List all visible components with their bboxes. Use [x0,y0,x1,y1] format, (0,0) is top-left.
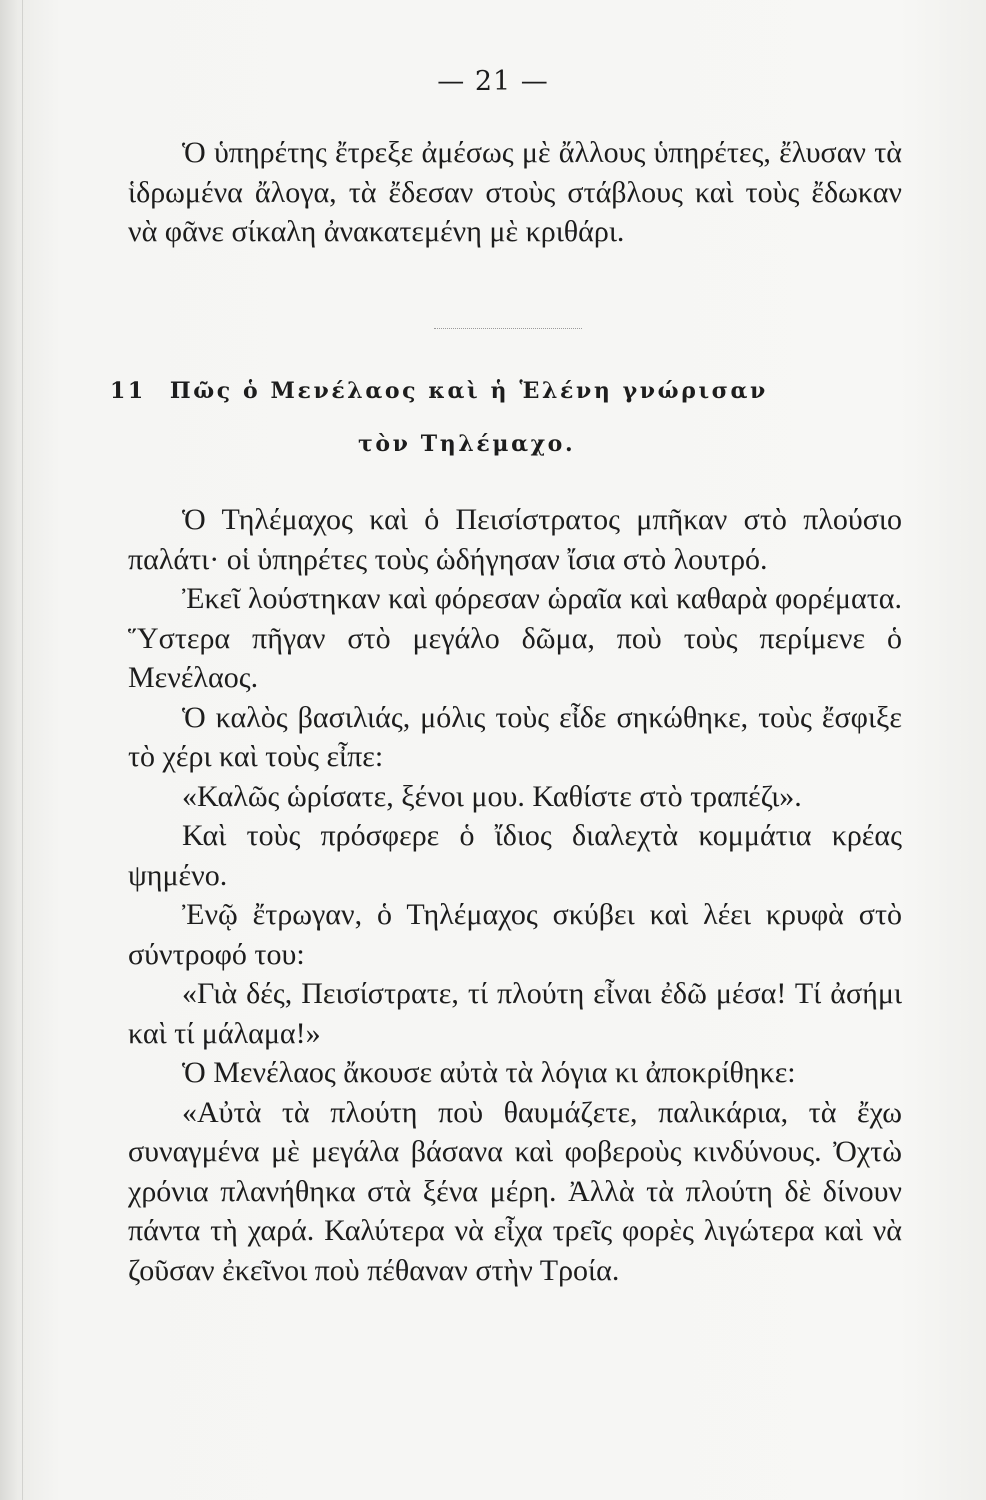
intro-text [128,133,902,252]
paragraph: «Αὐτὰ τὰ πλούτη ποὺ θαυμάζετε, παλικάρια, τὰ ἔχω συναγμένα μὲ μεγάλα βάσανα καὶ φοβεροὺς κινδύνους. Ὀχτὼ χρόνια πλανήθηκα στὰ ξένα μέρη. Ἀλλὰ τὰ πλούτη δὲ δίνουν πάντα τὴ χαρά. Καλύτερα νὰ εἶχα τρεῖς φορὲς λιγώτερα καὶ νὰ ζοῦσαν ἐκεῖνοι ποὺ πέθαναν στὴν Τροία. [128,1095,902,1287]
section-heading [110,378,910,404]
paragraph: Ὁ Μενέλαος ἄκουσε αὐτὰ τὰ λόγια κι ἀποκρίθηκε: [182,1056,796,1089]
paragraph: Ἐνῷ ἔτρωγαν, ὁ Τηλέμαχος σκύβει καὶ λέει κρυφὰ στὸ σύντροφό του: [128,898,902,971]
paragraph: «Γιὰ δές, Πεισίστρατε, τί πλούτη εἶναι ἐδῶ μέσα! Τί ἀσήμι καὶ τί μάλαμα!» [128,977,902,1050]
page-number: — 21 — [437,66,549,97]
paragraph: Ὁ Τηλέμαχος καὶ ὁ Πεισίστρατος μπῆκαν στὸ πλούσιο παλάτι· οἱ ὑπηρέτες τοὺς ὡδήγησαν ἴσια στὸ λουτρό. [128,503,902,576]
section-divider [434,328,582,329]
paragraph: Καὶ τοὺς πρόσφερε ὁ ἴδιος διαλεχτὰ κομμάτια κρέας ψημένο. [128,819,902,892]
section-title-line1: Πῶς ὁ Μενέλαος καὶ ἡ Ἑλένη γνώρισαν [169,378,768,404]
paragraph: Ὁ καλὸς βασιλιάς, μόλις τοὺς εἶδε σηκώθηκε, τοὺς ἔσφιξε τὸ χέρι καὶ τοὺς εἶπε: [128,700,902,773]
section-number: 11 [110,378,146,404]
scan-mark [22,0,23,1500]
paragraph: Ἐκεῖ λούστηκαν καὶ φόρεσαν ὡραῖα καὶ καθαρὰ φορέματα. Ὕστερα πῆγαν στὸ μεγάλο δῶμα, ποὺ τοὺς περίμενε ὁ Μενέλαος. [128,582,902,694]
paragraph: «Καλῶς ὡρίσατε, ξένοι μου. Καθίστε στὸ τραπέζι». [182,779,802,813]
section-heading-continued [358,431,986,457]
section-body [128,500,902,1290]
intro-paragraph: Ὁ ὑπηρέτης ἔτρεξε ἀμέσως μὲ ἄλλους ὑπηρέτες, ἔλυσαν τὰ ἱδρωμένα ἄλογα, τὰ ἔδεσαν στοὺς στάβλους καὶ τοὺς ἔδωκαν νὰ φᾶνε σίκαλη ἀνακατεμένη μὲ κριθάρι. [128,136,902,248]
section-title-line2: τὸν Τηλέμαχο. [358,431,576,457]
